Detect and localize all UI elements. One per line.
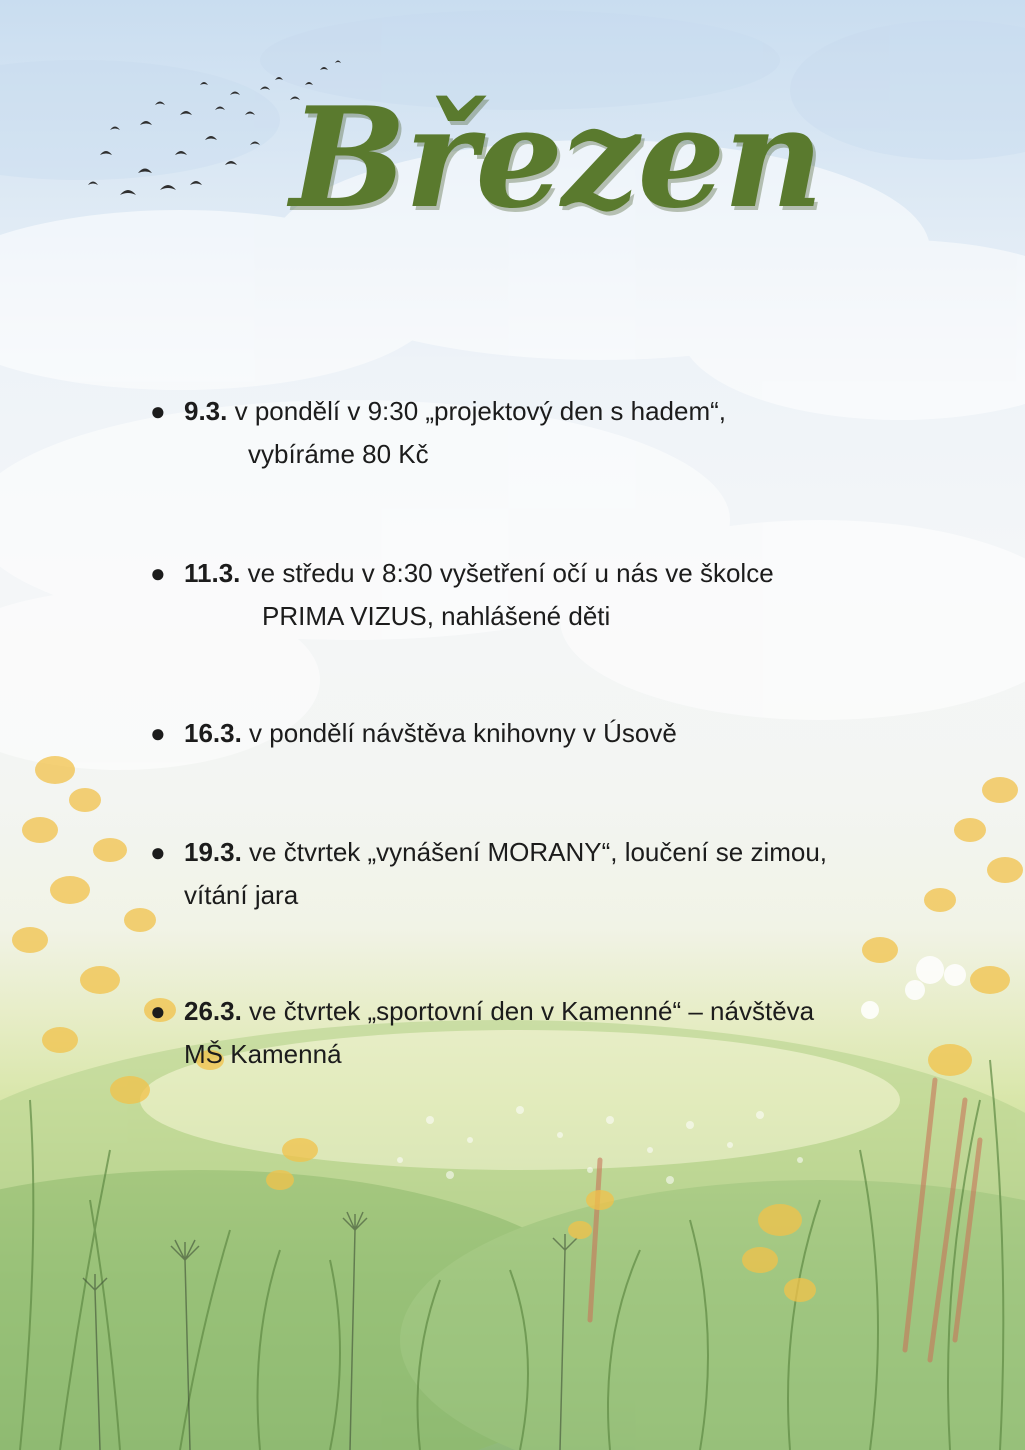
event-line-2: vybíráme 80 Kč <box>248 439 429 469</box>
event-date: 19.3. <box>184 837 242 867</box>
event-text: v pondělí návštěva knihovny v Úsově <box>241 718 677 748</box>
event-text: v pondělí v 9:30 „projektový den s hadem“, <box>227 396 726 426</box>
page-title: Březen <box>290 76 822 239</box>
event-date: 16.3. <box>184 718 242 748</box>
event-text: ve čtvrtek „vynášení MORANY“, loučení se zimou, <box>241 837 828 867</box>
event-date: 9.3. <box>184 396 228 426</box>
event-line-1 <box>184 990 814 1033</box>
event-line-1 <box>184 390 726 433</box>
event-date: 11.3. <box>184 558 241 588</box>
event-line-1 <box>184 712 677 755</box>
event-line-2: PRIMA VIZUS, nahlášené děti <box>262 601 611 631</box>
bullet-icon: ● <box>150 558 166 588</box>
bullet-icon: ● <box>150 996 166 1026</box>
event-line-1 <box>184 831 827 874</box>
event-line-2: MŠ Kamenná <box>184 1039 342 1069</box>
event-text: ve středu v 8:30 vyšetření očí u nás ve školce <box>240 558 774 588</box>
bullet-icon: ● <box>150 718 166 748</box>
event-date: 26.3. <box>184 996 242 1026</box>
bullet-icon: ● <box>150 396 166 426</box>
event-text: ve čtvrtek „sportovní den v Kamenné“ – návštěva <box>241 996 815 1026</box>
event-line-1 <box>184 552 774 595</box>
bullet-icon: ● <box>150 837 166 867</box>
event-line-2: vítání jara <box>184 880 299 910</box>
